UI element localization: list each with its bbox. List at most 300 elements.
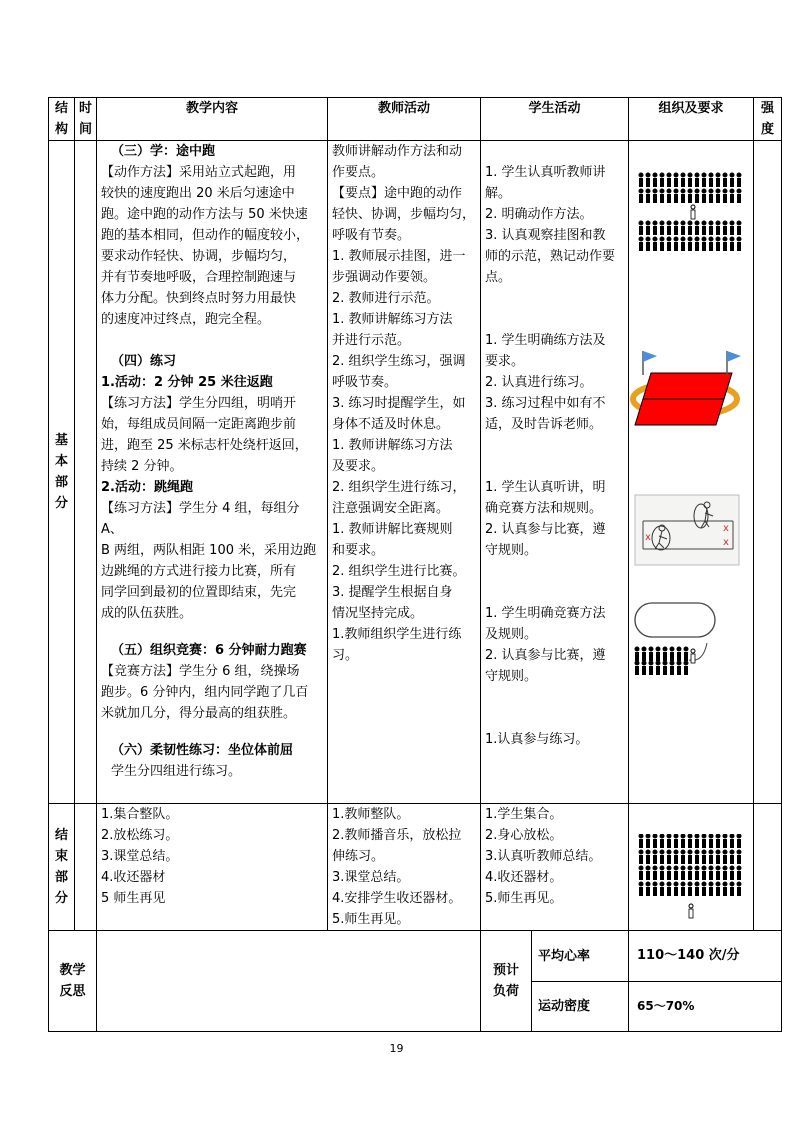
- student-body: [681, 855, 685, 864]
- student-icon: [723, 834, 727, 838]
- student-body: [667, 226, 671, 235]
- student-icon: [737, 834, 741, 838]
- student-icon: [737, 882, 741, 886]
- section3-lines: 【动作方法】采用站立式起跑，用 较快的速度跑出 20 米后匀速途中 跑。途中跑的动作方法与 50 米快速 跑的基本相同，但动作的幅度较小， 要求动作轻快、协调，步幅均匀， 并有节奏地呼吸，合理控制跑速与 体力分配。快到终点时努力用最快 的速度冲过终点，跑完全程。: [101, 165, 310, 327]
- student-body: [660, 839, 664, 848]
- student-icon: [716, 189, 720, 193]
- student-icon: [695, 189, 699, 193]
- student-icon: [702, 237, 706, 241]
- student-icon: [723, 189, 727, 193]
- student-icon: [681, 173, 685, 177]
- heart-rate-label: 平均心率: [532, 931, 628, 982]
- student-body: [646, 194, 650, 203]
- student-icon: [730, 866, 734, 870]
- student-icon: [674, 834, 678, 838]
- ending-section-row: [49, 804, 782, 931]
- student-icon: [660, 850, 664, 854]
- header-content: 教学内容: [97, 98, 328, 141]
- student-body: [709, 839, 713, 848]
- activity1-title: 1.活动：2 分钟 25 米往返跑: [101, 375, 273, 390]
- teacher-line: 1. 教师展示挂图，进一: [332, 249, 466, 264]
- student-icon: [660, 866, 664, 870]
- student-body: [702, 839, 706, 848]
- student-icon: [716, 173, 720, 177]
- teacher-line: 轻快、协调，步幅均匀，: [332, 207, 476, 222]
- student-icon: [702, 866, 706, 870]
- header-teacher: 教师活动: [328, 98, 481, 141]
- student-group-3: 1. 学生认真听讲，明 确竞赛方法和规则。 2. 认真参与比赛，遵 守规则。: [485, 480, 606, 558]
- student-icon: [737, 189, 741, 193]
- teacher-line: 并进行示范。: [332, 333, 411, 348]
- teacher-line: 步强调动作要领。: [332, 270, 437, 285]
- student-icon: [737, 173, 741, 177]
- student-body: [737, 178, 741, 187]
- student-body: [681, 839, 685, 848]
- student-body: [730, 887, 734, 896]
- student-body: [688, 194, 692, 203]
- student-icon: [688, 173, 692, 177]
- formation-four-rows-diagram: [629, 169, 752, 257]
- reflection-label: 教学 反思: [49, 931, 97, 1032]
- student-icon: [667, 173, 671, 177]
- header-time: 时 间: [75, 98, 97, 141]
- student-icon: [653, 237, 657, 241]
- student-body: [737, 194, 741, 203]
- student-body: [716, 242, 720, 251]
- load-label: 预计 负荷: [481, 931, 532, 1031]
- student-body: [688, 887, 692, 896]
- student-body: [635, 652, 639, 661]
- basic-time-cell: [75, 141, 97, 804]
- student-icon: [660, 834, 664, 838]
- student-body: [723, 871, 727, 880]
- student-body: [653, 871, 657, 880]
- student-icon: [695, 173, 699, 177]
- student-body: [688, 855, 692, 864]
- density-label: 运动密度: [538, 999, 591, 1014]
- basic-teacher-cell: [328, 141, 481, 804]
- student-body: [702, 194, 706, 203]
- student-body: [674, 871, 678, 880]
- student-icon: [677, 647, 681, 651]
- student-icon: [646, 882, 650, 886]
- student-body: [723, 194, 727, 203]
- header-student: 学生活动: [481, 98, 629, 141]
- student-body: [681, 226, 685, 235]
- load-container: [481, 931, 629, 1032]
- student-icon: [667, 237, 671, 241]
- student-body: [695, 242, 699, 251]
- student-icon: [646, 866, 650, 870]
- student-body: [667, 855, 671, 864]
- student-body: [639, 887, 643, 896]
- student-body: [730, 178, 734, 187]
- section6-line: 学生分四组进行练习。: [111, 764, 242, 779]
- student-body: [649, 666, 653, 675]
- student-icon: [660, 237, 664, 241]
- student-icon: [716, 237, 720, 241]
- student-icon: [684, 661, 688, 665]
- student-body: [674, 839, 678, 848]
- student-icon: [688, 237, 692, 241]
- student-icon: [709, 221, 713, 225]
- ending-teacher-cell: 1.教师整队。 2.教师播音乐，放松拉 伸练习。 3.课堂总结。 4.安排学生收还器材。 5.师生再见。: [328, 804, 481, 931]
- field-upper-half: [643, 373, 732, 399]
- student-body: [653, 242, 657, 251]
- ending-section-label: 结 束 部 分: [49, 804, 75, 931]
- activity1-lines: 【练习方法】学生分四组，明哨开 始，每组成员间隔一定距离跑步前 进，跑至 25 米标志杆处绕杆返回， 持续 2 分钟。: [101, 396, 308, 474]
- student-icon: [684, 647, 688, 651]
- student-body: [709, 194, 713, 203]
- student-icon: [663, 661, 667, 665]
- student-body: [723, 855, 727, 864]
- student-icon: [646, 173, 650, 177]
- student-body: [730, 855, 734, 864]
- student-icon: [737, 866, 741, 870]
- student-body: [639, 839, 643, 848]
- teacher-body: [691, 210, 695, 219]
- teacher-line: 及要求。: [332, 459, 385, 474]
- student-icon: [723, 866, 727, 870]
- teacher-line: 作要点。: [332, 165, 385, 180]
- student-body: [667, 194, 671, 203]
- track-running-diagram: [629, 597, 752, 677]
- student-body: [709, 871, 713, 880]
- student-body: [663, 666, 667, 675]
- reflection-content-cell: [97, 931, 481, 1032]
- student-body: [716, 887, 720, 896]
- student-body: [646, 178, 650, 187]
- student-icon: [688, 834, 692, 838]
- svg-text:x: x: [723, 523, 729, 534]
- student-icon: [681, 866, 685, 870]
- student-icon: [674, 866, 678, 870]
- student-icon: [670, 661, 674, 665]
- student-icon: [716, 882, 720, 886]
- student-icon: [635, 661, 639, 665]
- student-icon: [639, 850, 643, 854]
- student-body: [635, 666, 639, 675]
- student-group-5: 1.认真参与练习。: [485, 732, 589, 747]
- student-icon: [649, 647, 653, 651]
- student-group-4: 1. 学生明确竞赛方法 及规则。 2. 认真参与比赛，遵 守规则。: [485, 606, 606, 684]
- student-icon: [716, 850, 720, 854]
- student-icon: [723, 221, 727, 225]
- student-icon: [709, 882, 713, 886]
- student-body: [653, 855, 657, 864]
- student-body: [688, 226, 692, 235]
- student-icon: [660, 173, 664, 177]
- teacher-line: 2. 组织学生练习，强调: [332, 354, 466, 369]
- student-body: [695, 226, 699, 235]
- teacher-line: 1. 教师讲解练习方法: [332, 312, 453, 327]
- student-icon: [695, 882, 699, 886]
- student-body: [646, 242, 650, 251]
- student-icon: [667, 834, 671, 838]
- basic-organization-cell: [629, 141, 754, 804]
- lesson-plan-table: [48, 97, 782, 1032]
- student-body: [639, 226, 643, 235]
- teacher-line: 教师讲解动作方法和动: [332, 144, 463, 159]
- student-body: [709, 242, 713, 251]
- basic-content-cell: [97, 141, 328, 804]
- student-icon: [635, 647, 639, 651]
- student-body: [716, 839, 720, 848]
- student-icon: [674, 173, 678, 177]
- student-icon: [670, 647, 674, 651]
- student-icon: [653, 221, 657, 225]
- section5-lines: 【竞赛方法】学生分 6 组，绕操场 跑步。6 分钟内，组内同学跑了几百 米就加几分，得分最高的组获胜。: [101, 664, 309, 721]
- student-icon: [642, 661, 646, 665]
- student-icon: [716, 221, 720, 225]
- student-icon: [667, 221, 671, 225]
- flag-left-icon: [643, 351, 657, 362]
- student-body: [723, 242, 727, 251]
- activity2-lines: 【练习方法】学生分 4 组，每组分 A、 B 两组，两队相距 100 米，采用边跑 边跳绳的方式进行接力比赛，所有 同学回到最初的位置即结束，先完 成的队伍获胜。: [101, 501, 317, 621]
- basic-student-cell: [481, 141, 629, 804]
- student-body: [723, 887, 727, 896]
- student-body: [681, 887, 685, 896]
- student-icon: [723, 237, 727, 241]
- student-body: [681, 194, 685, 203]
- teacher-icon: [689, 904, 693, 908]
- student-body: [639, 194, 643, 203]
- student-icon: [639, 189, 643, 193]
- header-intensity: 强 度: [754, 98, 782, 141]
- student-icon: [695, 237, 699, 241]
- student-body: [681, 178, 685, 187]
- student-body: [723, 226, 727, 235]
- student-body: [737, 887, 741, 896]
- track-oval: [635, 603, 715, 637]
- student-body: [684, 652, 688, 661]
- svg-text:x: x: [645, 532, 651, 543]
- student-icon: [642, 647, 646, 651]
- student-body: [667, 178, 671, 187]
- teacher-body: [689, 909, 693, 918]
- student-body: [653, 226, 657, 235]
- student-icon: [653, 850, 657, 854]
- student-body: [709, 887, 713, 896]
- student-icon: [660, 189, 664, 193]
- student-body: [695, 871, 699, 880]
- teacher-line: 情况坚持完成。: [332, 606, 424, 621]
- student-body: [653, 887, 657, 896]
- student-icon: [709, 866, 713, 870]
- student-icon: [649, 661, 653, 665]
- student-icon: [709, 237, 713, 241]
- student-body: [681, 871, 685, 880]
- student-body: [649, 652, 653, 661]
- assembly-formation-diagram: [629, 834, 752, 924]
- ending-content-cell: 1.集合整队。 2.放松练习。 3.课堂总结。 4.收还器材 5 师生再见: [97, 804, 328, 931]
- teacher-line: 2. 组织学生进行练习，: [332, 480, 466, 495]
- student-group-1: 1. 学生认真听教师讲 解。 2. 明确动作方法。 3. 认真观察挂图和教 师的示范，熟记动作要 点。: [485, 165, 616, 285]
- student-icon: [688, 850, 692, 854]
- student-icon: [653, 189, 657, 193]
- student-body: [723, 839, 727, 848]
- teacher-line: 1. 教师讲解比赛规则: [332, 522, 453, 537]
- student-body: [660, 871, 664, 880]
- teacher-icon: [691, 649, 695, 653]
- student-body: [646, 226, 650, 235]
- student-body: [639, 178, 643, 187]
- student-body: [716, 178, 720, 187]
- student-body: [660, 194, 664, 203]
- header-structure: 结 构: [49, 98, 75, 141]
- student-body: [709, 855, 713, 864]
- basic-intensity-cell: [754, 141, 782, 804]
- student-body: [716, 226, 720, 235]
- student-body: [670, 666, 674, 675]
- teacher-line: 3. 练习时提醒学生，如: [332, 396, 466, 411]
- student-icon: [723, 882, 727, 886]
- student-body: [688, 871, 692, 880]
- student-body: [674, 242, 678, 251]
- student-icon: [681, 882, 685, 886]
- student-icon: [653, 866, 657, 870]
- student-icon: [674, 237, 678, 241]
- teacher-icon: [691, 205, 695, 209]
- student-icon: [695, 834, 699, 838]
- student-body: [674, 178, 678, 187]
- student-body: [737, 855, 741, 864]
- teacher-line: 3. 提醒学生根据自身: [332, 585, 453, 600]
- teacher-line: 【要点】途中跑的动作: [332, 186, 463, 201]
- section5-title: （五）组织竞赛：6 分钟耐力跑赛: [111, 643, 307, 658]
- student-body: [737, 226, 741, 235]
- student-icon: [674, 221, 678, 225]
- student-icon: [674, 882, 678, 886]
- student-body: [667, 839, 671, 848]
- student-icon: [695, 866, 699, 870]
- student-icon: [677, 661, 681, 665]
- student-body: [660, 887, 664, 896]
- student-icon: [695, 221, 699, 225]
- student-icon: [667, 850, 671, 854]
- student-body: [737, 839, 741, 848]
- student-body: [695, 178, 699, 187]
- basic-section-label: 基 本 部 分: [49, 141, 75, 804]
- student-body: [667, 871, 671, 880]
- student-icon: [674, 850, 678, 854]
- student-body: [716, 855, 720, 864]
- student-icon: [709, 173, 713, 177]
- student-icon: [723, 173, 727, 177]
- student-icon: [646, 237, 650, 241]
- ending-student-cell: 1.学生集合。 2.身心放松。 3.认真听教师总结。 4.收还器材。 5.师生再见。: [481, 804, 629, 931]
- student-icon: [730, 850, 734, 854]
- student-body: [656, 666, 660, 675]
- student-icon: [663, 647, 667, 651]
- student-icon: [702, 882, 706, 886]
- ending-time-cell: [75, 804, 97, 931]
- student-body: [646, 871, 650, 880]
- student-icon: [709, 189, 713, 193]
- teacher-line: 呼吸节奏。: [332, 375, 398, 390]
- student-icon: [681, 221, 685, 225]
- student-icon: [716, 834, 720, 838]
- student-body: [730, 871, 734, 880]
- student-body: [695, 194, 699, 203]
- section3-title: （三）学：途中跑: [111, 144, 216, 159]
- student-body: [702, 178, 706, 187]
- student-icon: [639, 834, 643, 838]
- teacher-line: 和要求。: [332, 543, 385, 558]
- shuttle-run-field-diagram: [629, 349, 752, 439]
- student-icon: [681, 850, 685, 854]
- rope-skipping-sketch: [629, 491, 752, 569]
- student-icon: [716, 866, 720, 870]
- student-icon: [702, 850, 706, 854]
- student-body: [730, 839, 734, 848]
- student-body: [688, 242, 692, 251]
- student-icon: [660, 882, 664, 886]
- student-body: [674, 226, 678, 235]
- student-icon: [709, 850, 713, 854]
- teacher-body: [691, 654, 695, 663]
- student-body: [695, 887, 699, 896]
- student-body: [688, 839, 692, 848]
- student-icon: [702, 221, 706, 225]
- student-body: [646, 839, 650, 848]
- student-icon: [660, 221, 664, 225]
- student-body: [667, 887, 671, 896]
- student-icon: [730, 237, 734, 241]
- ending-intensity-cell: [754, 804, 782, 931]
- teacher-line: 1. 教师讲解练习方法: [332, 438, 453, 453]
- student-body: [667, 242, 671, 251]
- student-icon: [639, 173, 643, 177]
- svg-text:x: x: [723, 537, 729, 548]
- student-body: [653, 194, 657, 203]
- student-icon: [681, 189, 685, 193]
- student-body: [674, 887, 678, 896]
- student-body: [716, 871, 720, 880]
- student-icon: [730, 173, 734, 177]
- student-icon: [688, 882, 692, 886]
- student-body: [639, 855, 643, 864]
- student-body: [646, 887, 650, 896]
- student-icon: [667, 882, 671, 886]
- student-icon: [656, 661, 660, 665]
- student-icon: [667, 189, 671, 193]
- student-icon: [730, 834, 734, 838]
- student-icon: [723, 850, 727, 854]
- student-body: [660, 226, 664, 235]
- student-body: [639, 871, 643, 880]
- student-icon: [695, 850, 699, 854]
- student-body: [709, 226, 713, 235]
- student-body: [695, 839, 699, 848]
- student-body: [677, 652, 681, 661]
- student-body: [730, 242, 734, 251]
- student-body: [670, 652, 674, 661]
- student-body: [660, 178, 664, 187]
- teacher-line: 身体不适及时休息。: [332, 417, 450, 432]
- student-icon: [646, 834, 650, 838]
- student-body: [730, 226, 734, 235]
- student-body: [681, 242, 685, 251]
- student-icon: [702, 189, 706, 193]
- student-icon: [730, 189, 734, 193]
- student-icon: [702, 173, 706, 177]
- student-body: [702, 871, 706, 880]
- student-icon: [688, 221, 692, 225]
- student-icon: [730, 221, 734, 225]
- ending-organization-cell: [629, 804, 754, 931]
- student-group-2: 1. 学生明确练方法及 要求。 2. 认真进行练习。 3. 练习过程中如有不 适，及时告诉老师。: [485, 333, 606, 432]
